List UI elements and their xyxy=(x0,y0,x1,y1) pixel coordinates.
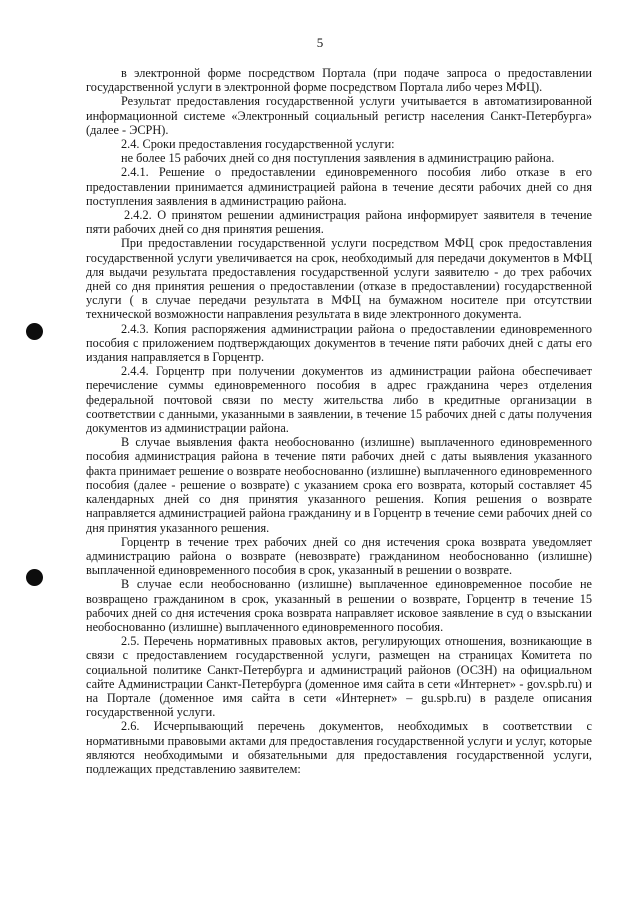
paragraph-p11: Горцентр в течение трех рабочих дней со дня истечения срока возврата уведомляет администрацию района о возврате (невозврате) гражданином необоснованно (излишне) выплаченной единовременного пособия в срок, указанный в решении о возврате. xyxy=(86,534,592,578)
paragraph-p01: в электронной форме посредством Портала (при подаче запроса о предоставлении государственной услуги в электронной форме посредством Портала либо через МФЦ). xyxy=(86,66,592,95)
paragraph-p03: 2.4. Сроки предоставления государственной услуги: xyxy=(121,137,395,152)
punch-hole-bottom xyxy=(26,569,43,586)
paragraph-p04: не более 15 рабочих дней со дня поступления заявления в администрацию района. xyxy=(121,151,555,166)
paragraph-p05: 2.4.1. Решение о предоставлении единовременного пособия либо отказе в его предоставлении принимается администрацией района в течение десяти рабочих дней со дня поступления заявления в администрацию района. xyxy=(86,165,592,208)
paragraph-p13: 2.5. Перечень нормативных правовых актов, регулирующих отношения, возникающие в связи с предоставлением государственной услуги, размещен на страницах Комитета по социальной политике Санкт-Петербурга и администраций районов (ОСЗН) на официальном сайте Администрации Санкт-Петербурга (доменное имя сайта в сети «Интернет» - gov.spb.ru) и на Портале (доменное имя сайта в сети «Интернет» – gu.spb.ru) в разделе описания государственной услуги. xyxy=(86,634,592,720)
paragraph-p06: 2.4.2. О принятом решении администрация района информирует заявителя в течение пяти рабочих дней со дня принятия решения. xyxy=(86,208,592,237)
paragraph-p07: При предоставлении государственной услуги посредством МФЦ срок предоставления государственной услуги увеличивается на срок, необходимый для передачи документов в МФЦ для выдачи результата предоставления государственной услуги заявителю - до трех рабочих дней со дня принятия решения о предоставлении (отказе в предоставлении) государственной услуги ( в случае передачи результата в МФЦ на бумажном носителе при отсутствии технической возможности направления результата в виде электронного документа. xyxy=(86,236,592,322)
paragraph-p08: 2.4.3. Копия распоряжения администрации района о предоставлении единовременного пособия с приложением подтверждающих документов в течение пяти рабочих дней с даты его издания направляется в Горцентр. xyxy=(86,321,592,365)
paragraph-p12: В случае если необоснованно (излишне) выплаченное единовременное пособие не возвращено гражданином в срок, указанный в решении о возврате, Горцентр в течение 15 рабочих дней со дня истечения срока возврата направляет исковое заявление в суд о взыскании необоснованно (излишне) выплаченного единовременного пособия. xyxy=(86,577,592,634)
paragraph-p14: 2.6. Исчерпывающий перечень документов, необходимых в соответствии с нормативными правовыми актами для предоставления государственной услуги и услуг, которые являются необходимыми и обязательными для предоставления государственной услуги, подлежащих представлению заявителем: xyxy=(86,719,592,776)
page-number: 5 xyxy=(316,35,324,50)
punch-hole-top xyxy=(26,323,43,340)
paragraph-p09: 2.4.4. Горцентр при получении документов из администрации района обеспечивает перечисление суммы единовременного пособия в адрес гражданина через отделения федеральной почтовой связи по месту жительства либо в кредитные организации в соответствии с данными, указанными в заявлении, в течение 15 рабочих дней с даты получения документов из администрации района. xyxy=(86,364,592,436)
paragraph-p10: В случае выявления факта необоснованно (излишне) выплаченного единовременного пособия администрация района в течение пяти рабочих дней с даты выявления указанного факта принимает решение о возврате необоснованно (излишне) выплаченного единовременного пособия (далее - решение о возврате) с указанием срока его возврата, который составляет 45 календарных дней со дня принятия указанного решения. Копия решения о возврате направляется администрацией района гражданину и в Горцентр в течение семи рабочих дней со дня принятия указанного решения. xyxy=(86,435,592,535)
paragraph-p02: Результат предоставления государственной услуги учитывается в автоматизированной информационной системе «Электронный социальный регистр населения Санкт-Петербурга» (далее - ЭСРН). xyxy=(86,94,592,137)
document-body xyxy=(86,66,592,776)
